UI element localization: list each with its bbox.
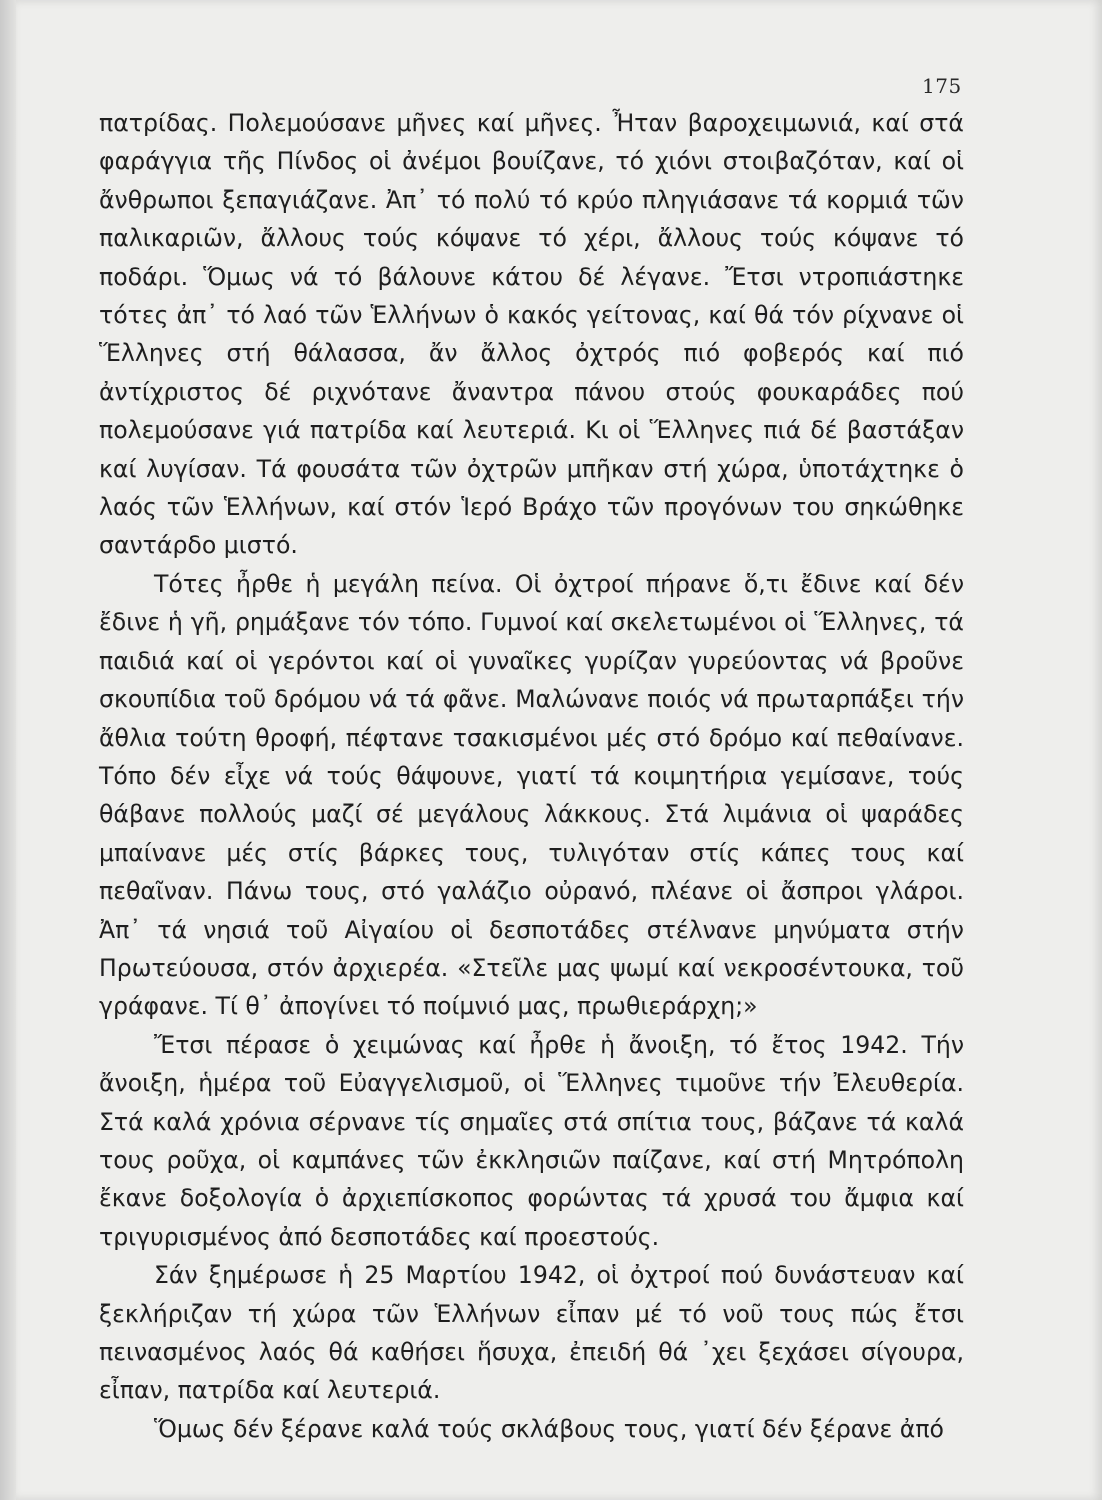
paragraph-5: Ὅμως δέν ξέρανε καλά τούς σκλάβους τους, γιατί δέν ξέρανε ἀπό xyxy=(154,1414,944,1443)
paragraph-1: πατρίδας. Πολεμούσανε μῆνες καί μῆνες. Ἦταν βαροχειμωνιά, καί στά φαράγγια τῆς Πίνδος οἱ ἀνέμοι βουίζανε, τό χιόνι στοιβαζόταν, καί οἱ ἄνθρωποι ξεπαγιάζανε. Ἀπ᾽ τό πολύ τό κρύο πληγιάσανε τά κορμιά τῶν παλικαριῶν, ἄλλους τούς κόψανε τό χέρι, ἄλλους τούς κόψανε τό ποδάρι. Ὅμως νά τό βάλουνε κάτου δέ λέγανε. Ἔτσι ντροπιάστηκε τότες ἀπ᾽ τό λαό τῶν Ἑλλήνων ὁ κακός γείτονας, καί θά τόν ρίχνανε οἱ Ἕλληνες στή θάλασσα, ἄν ἄλλος ὀχτρός πιό φοβερός καί πιό ἀντίχριστος δέ ριχνότανε ἄναντρα πάνου στούς φουκαράδες πού πολεμούσανε γιά πατρίδα καί λευτεριά. Κι οἱ Ἕλληνες πιά δέ βαστάξαν καί λυγίσαν. Τά φουσάτα τῶν ὀχτρῶν μπῆκαν στή χώρα, ὑποτάχτηκε ὁ λαός τῶν Ἑλλήνων, καί στόν Ἱερό Βράχο τῶν προγόνων του σηκώθηκε σαντάρδο μιστό. xyxy=(99,109,964,560)
paragraph-3: Ἔτσι πέρασε ὁ χειμώνας καί ἦρθε ἡ ἄνοιξη, τό ἔτος 1942. Τήν ἄνοιξη, ἡμέρα τοῦ Εὐαγγελισμοῦ, οἱ Ἕλληνες τιμοῦνε τήν Ἐλευθερία. Στά καλά χρόνια σέρνανε τίς σημαῖες στά σπίτια τους, βάζανε τά καλά τους ροῦχα, οἱ καμπάνες τῶν ἐκκλησιῶν παίζανε, καί στή Μητρόπολη ἔκανε δοξολογία ὁ ἀρχιεπίσκοπος φορώντας τά χρυσά του ἄμφια καί τριγυρισμένος ἀπό δεσποτάδες καί προεστούς. xyxy=(99,1030,964,1251)
paragraph-4: Σάν ξημέρωσε ἡ 25 Μαρτίου 1942, οἱ ὀχτροί πού δυνάστευαν καί ξεκλήριζαν τή χώρα τῶν Ἑλλήνων εἶπαν μέ τό νοῦ τους πώς ἔτσι πεινασμένος λαός θά καθήσει ἥσυχα, ἐπειδή θά ᾽χει ξεχάσει σίγουρα, εἶπαν, πατρίδα καί λευτεριά. xyxy=(99,1261,964,1405)
page-gutter xyxy=(0,0,16,1500)
paragraph-2: Τότες ἦρθε ἡ μεγάλη πείνα. Οἱ ὀχτροί πήρανε ὅ,τι ἔδινε καί δέν ἔδινε ἡ γῆ, ρημάξανε τόν τόπο. Γυμνοί καί σκελετωμένοι οἱ Ἕλληνες, τά παιδιά καί οἱ γερόντοι καί οἱ γυναῖκες γυρίζαν γυρεύοντας νά βροῦνε σκουπίδια τοῦ δρόμου νά τά φᾶνε. Μαλώνανε ποιός νά πρωταρπάξει τήν ἄθλια τούτη θροφή, πέφτανε τσακισμένοι μές στό δρόμο καί πεθαίνανε. Τόπο δέν εἶχε νά τούς θάψουνε, γιατί τά κοιμητήρια γεμίσανε, τούς θάβανε πολλούς μαζί σέ μεγάλους λάκκους. Στά λιμάνια οἱ ψαράδες μπαίνανε μές στίς βάρκες τους, τυλιγόταν στίς κάπες τους καί πεθαῖναν. Πάνω τους, στό γαλάζιο οὐρανό, πλέανε οἱ ἄσπροι γλάροι. Ἀπ᾽ τά νησιά τοῦ Αἰγαίου οἱ δεσποτάδες στέλνανε μηνύματα στήν Πρωτεύουσα, στόν ἀρχιερέα. «Στεῖλε μας ψωμί καί νεκροσέντουκα, τοῦ γράφανε. Τί θ᾽ ἀπογίνει τό ποίμνιό μας, πρωθιεράρχη;» xyxy=(99,569,964,1021)
page-number: 175 xyxy=(922,74,962,98)
text-body xyxy=(99,104,964,1448)
